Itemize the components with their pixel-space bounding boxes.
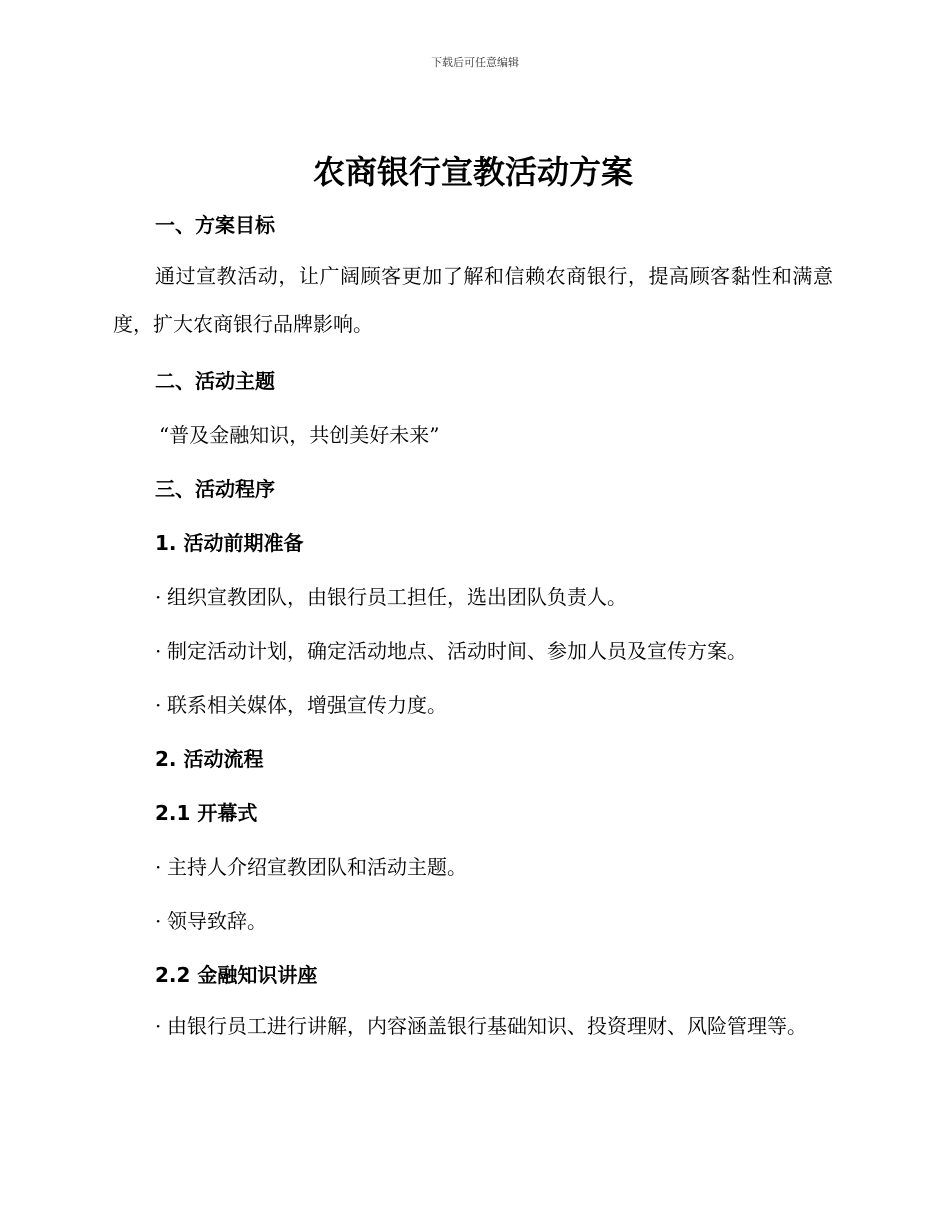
bullet-icon: · (155, 585, 162, 609)
subsection-heading-process: 2. 活动流程 (155, 747, 264, 771)
section-heading-theme: 二、活动主题 (155, 369, 275, 393)
bullet-icon: · (155, 693, 162, 717)
list-item-text: 主持人介绍宣教团队和活动主题。 (167, 855, 467, 879)
section-heading-procedure: 三、活动程序 (155, 477, 275, 501)
list-item-text: 由银行员工进行讲解，内容涵盖银行基础知识、投资理财、风险管理等。 (167, 1014, 807, 1038)
list-item-text: 制定活动计划，确定活动地点、活动时间、参加人员及宣传方案。 (167, 639, 747, 663)
list-item (113, 678, 833, 732)
list-item (113, 1002, 833, 1050)
section-body-goal: 通过宣教活动，让广阔顾客更加了解和信赖农商银行，提高顾客黏性和满意度，扩大农商银行品牌影响。 (113, 264, 833, 336)
section-heading-goal: 一、方案目标 (155, 213, 275, 237)
bullet-icon: · (155, 639, 162, 663)
subsection-heading-opening: 2.1 开幕式 (155, 801, 258, 825)
list-item (113, 570, 833, 624)
bullet-icon: · (155, 909, 162, 933)
subsection-heading-preparation: 1. 活动前期准备 (155, 531, 304, 555)
section-body-theme: “普及金融知识，共创美好未来” (159, 423, 440, 447)
list-item-text: 联系相关媒体，增强宣传力度。 (167, 693, 447, 717)
subsection-heading-lecture: 2.2 金融知识讲座 (155, 963, 318, 987)
document-body (113, 148, 833, 1056)
list-item (113, 840, 833, 894)
list-item-text: 组织宣教团队，由银行员工担任，选出团队负责人。 (167, 585, 627, 609)
bullet-icon: · (155, 1014, 162, 1038)
list-item (113, 894, 833, 948)
document-title: 农商银行宣教活动方案 (312, 153, 633, 191)
list-item-text: 领导致辞。 (167, 909, 267, 933)
header-note: 下载后可任意编辑 (431, 56, 519, 69)
bullet-icon: · (155, 855, 162, 879)
list-item (113, 624, 833, 678)
